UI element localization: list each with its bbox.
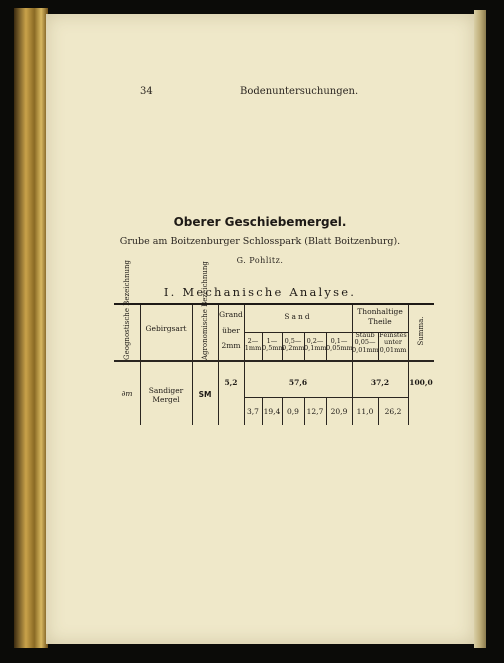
cell-feinstes-value: 26,2 xyxy=(384,407,402,416)
book-edge-left xyxy=(14,8,48,648)
header-sand: Sand xyxy=(284,312,312,321)
header-gebirgsart: Gebirgsart xyxy=(145,324,187,333)
cell-geognostisch: ∂m xyxy=(121,389,133,398)
header-grand-ueber: über xyxy=(222,326,240,335)
gebirgsart-line-2: Mergel xyxy=(152,394,180,404)
cell-agronomisch: SM xyxy=(198,390,212,399)
cell-sand-value: 12,7 xyxy=(306,407,324,416)
cell-grand: 5,2 xyxy=(224,378,238,387)
sand-col-lower: 0,5mm xyxy=(262,344,285,353)
feinstes-label: Feinstes xyxy=(379,331,407,339)
sand-col-lower: 0,1mm xyxy=(304,344,327,353)
header-sand-col xyxy=(282,338,304,353)
cell-thon-total: 37,2 xyxy=(370,378,390,387)
feinstes-size: 0,01mm xyxy=(379,345,407,354)
sand-col-lower: 1mm xyxy=(244,344,262,353)
col-divider xyxy=(218,305,219,425)
header-sand-col xyxy=(304,338,326,353)
header-grand-size: 2mm xyxy=(221,341,241,350)
cell-sand-value: 20,9 xyxy=(330,407,348,416)
cell-sand-value: 0,9 xyxy=(287,407,299,416)
header-geognostische: Geognostische Bezeichnung xyxy=(123,260,131,360)
document-title: Oberer Geschiebemergel. xyxy=(173,215,347,229)
sand-col-lower: 0,2mm xyxy=(282,344,305,353)
sand-col-lower: 0,05mm xyxy=(326,344,353,353)
sand-col-upper: 1— xyxy=(266,337,278,345)
header-theile: Theile xyxy=(368,317,392,326)
running-title: Bodenuntersuchungen. xyxy=(240,86,359,97)
cell-sand-value: 3,7 xyxy=(247,407,259,416)
sand-col-upper: 0,2— xyxy=(306,337,324,345)
staub-range-upper: 0,05— xyxy=(354,338,376,347)
cell-summa: 100,0 xyxy=(409,378,433,387)
feinstes-unter: unter xyxy=(384,338,402,347)
author: G. Pohlitz. xyxy=(236,256,284,265)
header-feinstes xyxy=(378,332,408,354)
gebirgsart-line-1: Sandiger xyxy=(148,386,184,395)
col-divider xyxy=(140,305,141,425)
cell-sand-value: 19,4 xyxy=(263,407,281,416)
staub-range-lower: 0,01mm xyxy=(352,345,379,354)
cell-gebirgsart xyxy=(140,387,192,404)
sand-col-upper: 0,1— xyxy=(330,337,348,345)
header-sand-col xyxy=(244,338,262,353)
sand-col-upper: 2— xyxy=(247,337,259,345)
header-sand-col xyxy=(262,337,285,353)
page-number: 34 xyxy=(140,86,153,97)
sand-col-upper: 0,5— xyxy=(284,337,302,345)
header-staub xyxy=(352,332,378,354)
header-agronomische: Agronomische Bezeichnung xyxy=(201,261,209,360)
col-divider xyxy=(192,305,193,425)
col-divider xyxy=(408,305,409,425)
book-edge-right xyxy=(474,10,486,648)
cell-staub-value: 11,0 xyxy=(356,407,374,416)
header-thonhaltige: Thonhaltige xyxy=(357,307,403,316)
subtotal-rule xyxy=(244,397,408,398)
header-sand-col xyxy=(326,338,352,353)
header-grand: Grand xyxy=(219,310,243,319)
header-bottom-rule xyxy=(114,360,434,362)
staub-label: Staub xyxy=(355,331,375,339)
cell-sand-total: 57,6 xyxy=(288,378,308,387)
header-summa: Summa. xyxy=(417,316,425,346)
document-subtitle: Grube am Boitzenburger Schlosspark (Blatt Boitzenburg). xyxy=(119,236,401,247)
section-heading: I. Mechanische Analyse. xyxy=(163,285,357,299)
